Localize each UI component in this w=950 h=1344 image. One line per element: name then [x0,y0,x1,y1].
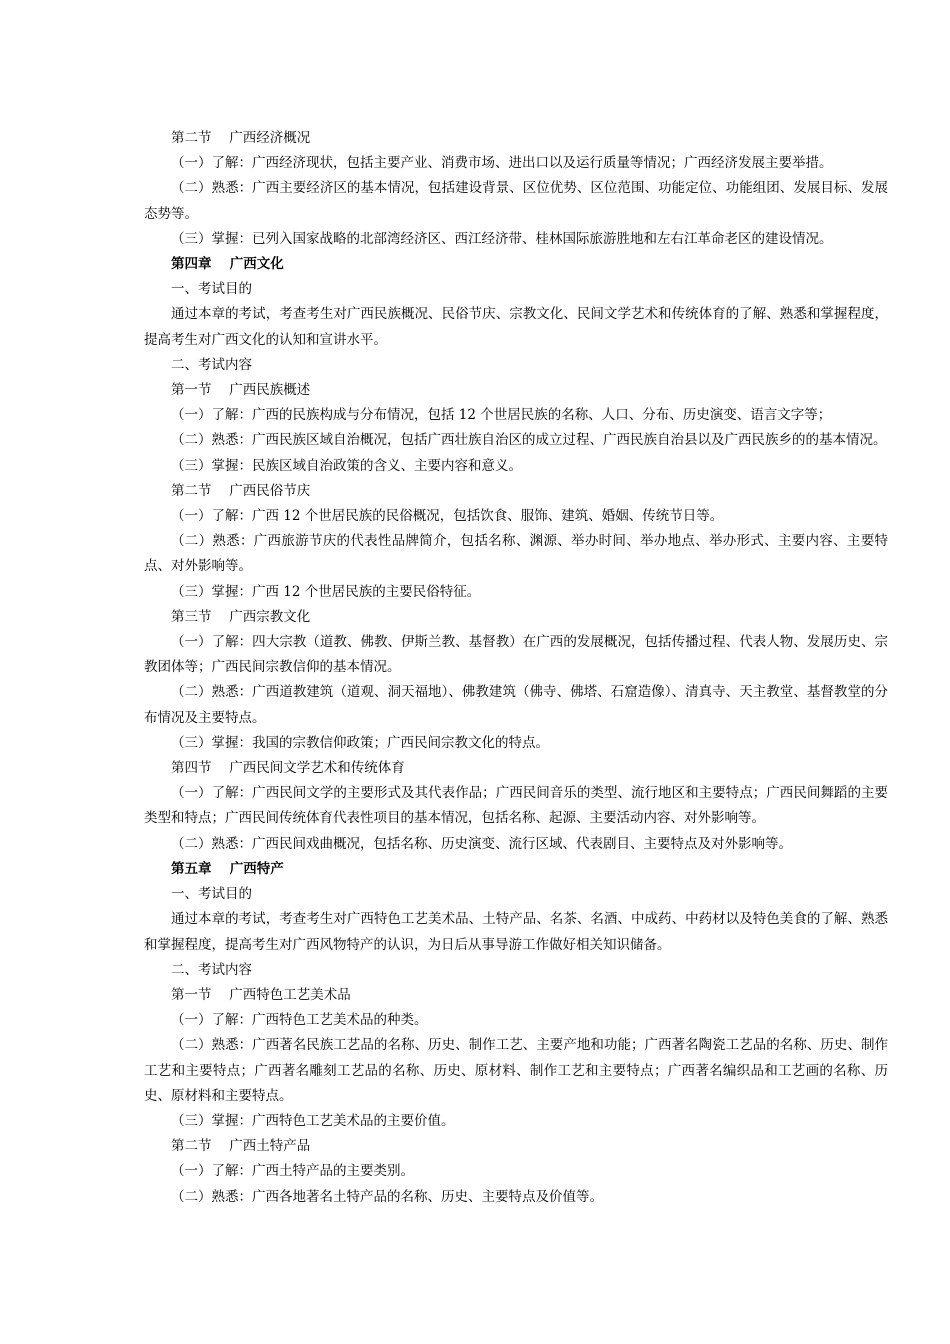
section-heading: 第一节 广西特色工艺美术品 [171,986,351,1003]
paragraph: （三）掌握：广西 12 个世居民族的主要民俗特征。 [171,583,481,600]
paragraph: （一）了解：四大宗教（道教、佛教、伊斯兰教、基督教）在广西的发展概况，包括传播过程、代表人物、发展历史、宗教团体等；广西民间宗教信仰的基本情况。 [144,634,888,676]
paragraph: （二）熟悉：广西旅游节庆的代表性品牌简介，包括名称、渊源、举办时间、举办地点、举办形式、主要内容、主要特点、对外影响等。 [144,533,888,575]
paragraph: （一）了解：广西土特产品的主要类别。 [171,1163,414,1180]
paragraph: （三）掌握：我国的宗教信仰政策；广西民间宗教文化的特点。 [171,734,549,751]
paragraph: （二）熟悉：广西民间戏曲概况，包括名称、历史演变、流行区域、代表剧目、主要特点及对外影响等。 [171,835,792,852]
paragraph: （二）熟悉：广西道教建筑（道观、洞天福地）、佛教建筑（佛寺、佛塔、石窟造像）、清真寺、天主教堂、基督教堂的分布情况及主要特点。 [144,684,888,726]
paragraph: （一）了解：广西经济现状，包括主要产业、消费市场、进出口以及运行质量等情况；广西经济发展主要举措。 [171,155,833,172]
paragraph: （二）熟悉：广西各地著名土特产品的名称、历史、主要特点及价值等。 [171,1188,603,1205]
section-heading: 第一节 广西民族概述 [171,382,311,399]
paragraph: （一）了解：广西特色工艺美术品的种类。 [171,1012,428,1029]
paragraph: 二、考试内容 [171,356,252,373]
paragraph: （二）熟悉：广西主要经济区的基本情况，包括建设背景、区位优势、区位范围、功能定位、功能组团、发展目标、发展态势等。 [144,180,888,222]
paragraph: （一）了解：广西 12 个世居民族的民俗概况，包括饮食、服饰、建筑、婚姻、传统节日等。 [171,508,724,525]
paragraph: 通过本章的考试，考查考生对广西民族概况、民俗节庆、宗教文化、民间文学艺术和传统体育的了解、熟悉和掌握程度，提高考生对广西文化的认知和宣讲水平。 [144,306,888,348]
paragraph: （一）了解：广西民间文学的主要形式及其代表作品；广西民间音乐的类型、流行地区和主要特点；广西民间舞蹈的主要类型和特点；广西民间传统体育代表性项目的基本情况，包括名称、起源、主要活动内容、对外影响等。 [144,785,888,827]
section-heading: 第二节 广西土特产品 [171,1138,311,1155]
chapter-heading: 第五章 广西特产 [171,860,284,877]
chapter-heading: 第四章 广西文化 [171,256,284,273]
document-body [144,126,888,1210]
paragraph: （二）熟悉：广西民族区域自治概况，包括广西壮族自治区的成立过程、广西民族自治县以及广西民族乡的的基本情况。 [171,432,887,449]
paragraph: 二、考试内容 [171,961,252,978]
paragraph: （三）掌握：广西特色工艺美术品的主要价值。 [171,1112,455,1129]
section-heading: 第二节 广西经济概况 [171,130,311,146]
paragraph: （二）熟悉：广西著名民族工艺品的名称、历史、制作工艺、主要产地和功能；广西著名陶瓷工艺品的名称、历史、制作工艺和主要特点；广西著名雕刻工艺品的名称、历史、原材料、制作工艺和主要特点；广西著名编织品和工艺画的名称、历史、原材料和主要特点。 [144,1037,888,1104]
section-heading: 第三节 广西宗教文化 [171,608,311,625]
paragraph: （三）掌握：民族区域自治政策的含义、主要内容和意义。 [171,457,522,474]
paragraph: 一、考试目的 [171,886,252,903]
paragraph: 通过本章的考试，考查考生对广西特色工艺美术品、土特产品、名茶、名酒、中成药、中药材以及特色美食的了解、熟悉和掌握程度，提高考生对广西风物特产的认识，为日后从事导游工作做好相关知识储备。 [144,911,888,953]
paragraph: 一、考试目的 [171,281,252,298]
paragraph: （一）了解：广西的民族构成与分布情况，包括 12 个世居民族的名称、人口、分布、历史演变、语言文字等； [171,407,832,424]
section-heading: 第二节 广西民俗节庆 [171,482,311,499]
section-heading: 第四节 广西民间文学艺术和传统体育 [171,760,405,777]
paragraph: （三）掌握：已列入国家战略的北部湾经济区、西江经济带、桂林国际旅游胜地和左右江革命老区的建设情况。 [171,230,833,247]
